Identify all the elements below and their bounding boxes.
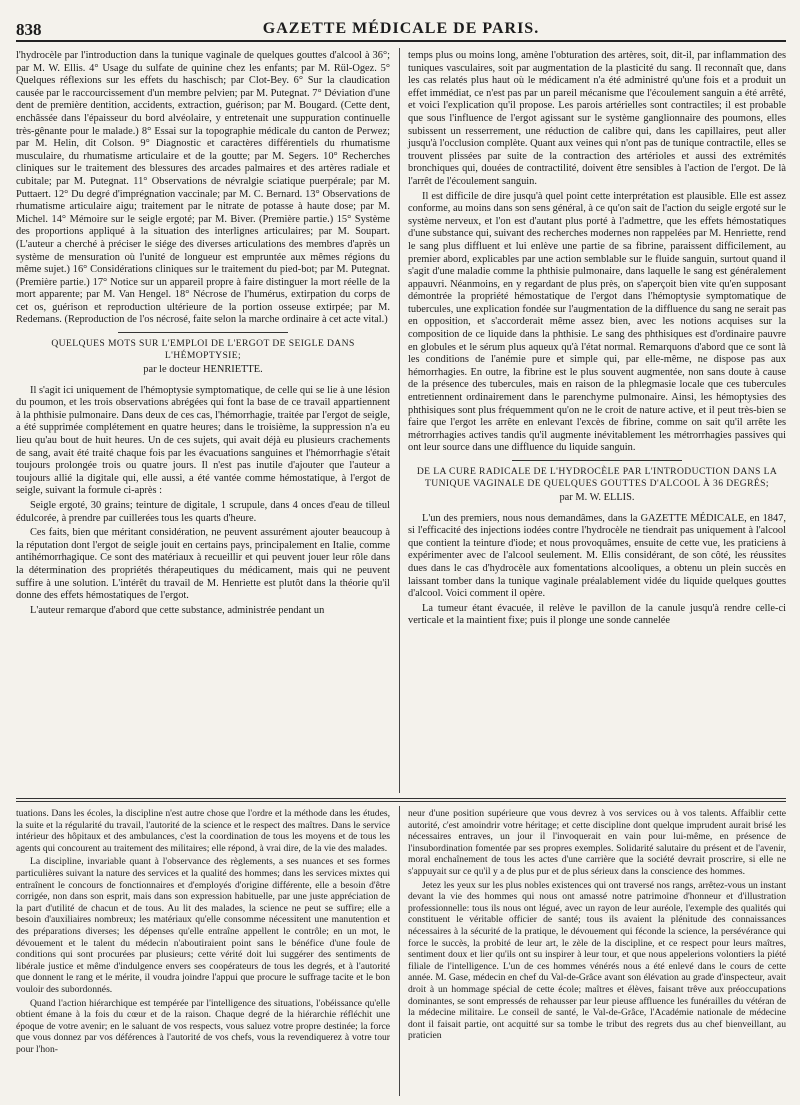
paragraph: Il s'agit ici uniquement de l'hémoptysie symptomatique, de celle qui se lie à une lésion du poumon, et les trois observations abrégées qui font la base de ce travail appartiennent à la phthisie pulmonaire. Dans deux de ces cas, l'hémorrhagie, traitée par l'ergot de seigle, a été supprimée complétement en quatre heures; dans le troisième, la suppression n'a eu lieu qu'au bout de huit heures. Un de ces sujets, qui avait déjà eu plusieurs crachements de sang, avait été traité chaque fois par les évacuations sanguines et l'hémorrhagie s'était toujours prolongée trois ou quatre jours. Il n'est pas inutile d'ajouter que l'auteur a toujours allié la digitale qui, elle aussi, a été vantée comme hémostatique, à l'ergot de seigle, suivant la formule ci-après : xyxy=(16,384,390,497)
paragraph: Seigle ergoté, 30 grains; teinture de digitale, 1 scrupule, dans 4 onces d'eau de tilleul édulcorée, à prendre par cuillerées tous les quarts d'heure. xyxy=(16,500,390,524)
paragraph: Ces faits, bien que méritant considération, ne peuvent assurément ajouter beaucoup à la réputation dont l'ergot de seigle jouit en certains pays, principalement en Italie, comme antihémorrhagique. Ce sont des matériaux à recueillir et qui peuvent jouer leur rôle dans la détermination des propriétés thérapeutiques du médicament, mais qui ne peuvent suffire à une solution. L'intérêt du travail de M. Henriette est plutôt dans la théorie qu'il donne des effets hémostatiques de l'ergot. xyxy=(16,527,390,602)
paragraph: L'un des premiers, nous nous demandâmes, dans la GAZETTE MÉDICALE, en 1847, si l'efficacité des injections iodées contre l'hydrocèle ne tiendrait pas uniquement à l'alcool que contient la teinture d'iode; et nous provoquâmes, ensuite de cette vue, les praticiens à expérimenter avec de l'alcool seulement. M. Ellis considérant, de son côté, les réussites dues dans le cas d'hydrocèle aux fomentations alcooliques, a obtenu un plein succès en laissant tomber dans la tunique vaginale préalablement vidée du liquide quelques gouttes d'alcool. Voici comment il opère. xyxy=(408,512,786,600)
paragraph: Il est difficile de dire jusqu'à quel point cette interprétation est plausible. Elle est assez conforme, au moins dans son sens général, à ce qu'on sait de l'action du seigle ergoté sur le système nerveux, et l'on est d'autant plus porté à l'admettre, que les effets hémostatiques d'une substance qui, suivant des recherches modernes non rappelées par M. Henriette, rend le sang plus diffluent et lui enlève une partie de sa fibrine, paraissent difficilement, au premier abord, explicables par une action semblable sur le fluide sanguin, surtout quand il s'agit d'une maladie comme la phthisie pulmonaire, dans laquelle le sang est généralement appauvri. Néanmoins, en y regardant de plus près, on s'aperçoit bien vite qu'en supposant démontrée la propriété hémostatique de l'ergot dans l'hémoptysie symptomatique de tubercules, une explication fondée sur l'augmentation de la diffluence du sang ne serait pas en opposition, et s'accorderait même assez bien, avec les notions acquises sur la composition de ce liquide dans la phthisie. Le sang des phthisiques est d'ordinaire pauvre en globules et le sérum plus aqueux qu'à l'état normal. Remarquons d'abord que ce sont là les conditions de l'anémie pure et simple qui, par elle-même, ne dispose pas aux hémorrhagies. En outre, la fibrine est le plus souvent augmentée, non sans doute à cause de la présence des tubercules, mais en raison de la phlegmasie locale que ces tubercules entretiennent ordinairement dans le parenchyme pulmonaire. Ainsi, les hémoptysies des phthisiques sont plus fréquemment qu'on ne le croit de nature active, et il peut très-bien se faire que l'ergot les arrête en enlevant l'excès de fibrine, comme on sait qu'il arrête les métrorrhagies actives tandis qu'il augmente inévitablement les métrorrhagies passives qui ont leur source dans une diffluence du liquide sanguin. xyxy=(408,190,786,454)
column-rule xyxy=(399,48,400,793)
paragraph: neur d'une position supérieure que vous devrez à vos services ou à vos talents. Affaiblir cette autorité, c'est amoindrir votre héritage; et cette discipline dont quelque imprudent aurait brisé les nécessaires entraves, un jour il l'invoquerait en vain pour lui-même, en présence de l'insubordination fomentée par ses propres exemples. Solidarité salutaire du présent et de l'avenir, moral enchaînement de tous les actes d'une carrière que la société devrait proscrire, si elle ne s'appuyait sur ce qu'il y a de plus pur et de plus sérieux dans la conscience des hommes. xyxy=(408,808,786,877)
journal-title: GAZETTE MÉDICALE DE PARIS. xyxy=(262,20,540,37)
publication-list: l'hydrocèle par l'introduction dans la tunique vaginale de quelques gouttes d'alcool à 36°; par M. W. Ellis. 4° Usage du sulfate de quinine chez les enfants; par M. Rül-Ogez. 5° Quelques réflexions sur les effets du haschisch; par Clot-Bey. 6° Sur la claudication causée par le raccourcissement d'un membre pelvien; par M. Putegnat. 7° Déviation d'une dent de première dentition, accidents, extraction, guérison; par M. Bougard. (Cette dent, enchâssée dans l'épaisseur du bord alvéolaire, y entretenait une suppuration continuelle très-gênante pour le malade.) 8° Essai sur la topographie médicale du canton de Perwez; par M. Helin, dit Colson. 9° Diagnostic et caractères différentiels du rhumatisme musculaire, du rhumatisme articulaire et de la goutte; par M. Segers. 10° Recherches cliniques sur le traitement des blessures des arcades palmaires et des artères radiale et cubitale; par M. Putegnat. 11° Observations de névralgie sciatique puerpérale; par M. Puttaert. 12° Du degré d'imprégnation vaccinale; par M. C. Bernard. 13° Observations de rhumatisme articulaire aigu; traitement par le nitrate de potasse à haute dose; par M. Michel. 14° Mémoire sur le seigle ergoté; par M. Biver. (Première partie.) 15° Système des proportions appliqué à la situation des interlignes articulaires; par M. Soupart. (L'auteur a cherché à préciser le siége des diverses articulations des membres d'après un système de mensuration où l'unité de longueur est empruntée aux mêmes régions du même sujet.) 16° Considérations cliniques sur le traitement du pied-bot; par M. Putegnat. (Première partie.) 17° Notice sur un appareil propre à faire distinguer la mort réelle de la mort apparente; par M. Van Hengel. 18° Nécrose de l'humérus, extirpation du corps de cet os, guérison et reproduction ultérieure de la portion osseuse extirpée; par M. Redemans. (Reproduction de l'os nécrosé, faite selon la marche ordinaire à cet acte vital.) xyxy=(16,50,390,326)
paragraph: tuations. Dans les écoles, la discipline n'est autre chose que l'ordre et la méthode dans les études, la suite et la régularité du travail, l'autorité de la science et le respect des maîtres. Dans le service intérieur des hôpitaux et des ambulances, c'est la coordination de tous les moyens et de tous les agents qui concourent au traitement des militaires; elle répond, à vrai dire, de la vie des malades. xyxy=(16,808,390,854)
horizontal-rule xyxy=(16,798,786,799)
column-rule xyxy=(399,806,400,1096)
article-byline-hydrocele: par M. W. ELLIS. xyxy=(559,492,635,503)
newspaper-page xyxy=(16,18,786,1098)
top-right-column xyxy=(408,50,786,630)
bottom-left-column xyxy=(16,808,390,1057)
article-byline-ergot: par le docteur HENRIETTE. xyxy=(143,364,263,376)
section-divider xyxy=(118,332,288,333)
paragraph: La discipline, invariable quant à l'observance des règlements, a ses nuances et ses formes particulières suivant la nature des services et la qualité des hommes; dans les services mixtes qui entraînent le concours de fonctionnaires et d'employés d'origine différente, elle a besoin d'être corrigée, non dans son esprit, mais dans son expression habituelle, par une juste appréciation de la part d'utilité de chacun et de tous. Au lit des malades, la science ne peut se suffire; elle a besoin d'auxiliaires nombreux; les matériaux qu'elle consomme nécessitent une manutention et des préparations diverses; les dépenses qu'elle entraîne appellent le contrôle; en un mot, le dévouement et le talent du médecin n'aboutiraient point sans le bénéfice d'une foule de conditions qui sont procurées par plusieurs; cette vérité doit lui suggérer des sentiments de libérale justice et même d'indulgence envers ses coopérateurs de tous les degrés, et à l'autorité que donnent le rang et le mérite, il voudra joindre l'appui que procure le suffrage tacite et le bon vouloir des subordonnés. xyxy=(16,856,390,995)
article-title-ergot: QUELQUES MOTS SUR L'EMPLOI DE L'ERGOT DE SEIGLE DANS L'HÉMOPTYSIE; xyxy=(51,338,355,362)
page-header xyxy=(16,18,786,42)
section-divider xyxy=(512,460,682,461)
paragraph: L'auteur remarque d'abord que cette substance, administrée pendant un xyxy=(30,604,325,616)
paragraph: temps plus ou moins long, amène l'obturation des artères, soit, dit-il, par inflammation des tuniques vasculaires, soit par augmentation de la plasticité du sang. Il reconnaît que, dans les cas relatés plus haut où le médicament n'a été administré qu'une fois et a produit un effet immédiat, ce n'est pas par un pareil mécanisme que l'écoulement sanguin a été arrêté, et voici l'explication qu'il propose. Les parois artérielles sont contractiles; il est probable que sous l'influence de l'ergot agissant sur le système ganglionnaire des poumons, elles subissent un resserrement, une réduction de calibre qui, dans les capillaires, peut aller jusqu'à l'occlusion complète. Quant aux veines qui n'ont pas de tunique contractile, elles se trouvent plissées par suite de la contraction des artérioles et aussi des extrémités bronchiques qui, douées de contractilité, doivent être sensibles à l'action de l'ergot. De là l'arrêt de l'écoulement sanguin. xyxy=(408,50,786,187)
paragraph: La tumeur étant évacuée, il relève le pavillon de la canule jusqu'à rendre celle-ci verticale et la maintient fixe; puis il plonge une sonde cannelée xyxy=(408,602,786,627)
paragraph: Quand l'action hiérarchique est tempérée par l'intelligence des situations, l'obéissance qu'elle obtient émane à la fois du cœur et de la raison. Chaque degré de la hiérarchie réfléchit une époque de votre avenir; en le saluant de vos respects, vous saluez votre propre destinée; la force que vous donnez par vos déférences à l'autorité de vos chefs, vous la revendiquerez à votre tour pour l'hon- xyxy=(16,997,390,1055)
article-title-hydrocele: DE LA CURE RADICALE DE L'HYDROCÈLE PAR L'INTRODUCTION DANS LA TUNIQUE VAGINALE DE QUELQUES GOUTTES D'ALCOOL À 36 DEGRÉS; xyxy=(416,466,778,489)
horizontal-rule xyxy=(16,801,786,802)
page-number: 838 xyxy=(16,20,42,39)
paragraph: Jetez les yeux sur les plus nobles existences qui ont traversé nos rangs, arrêtez-vous un instant devant la vie des hommes qui nous ont amassé notre patrimoine d'honneur et d'illustration professionnelle: tous ils nous ont légué, avec un rayon de leur auréole, l'exemple des qualités qui constituent le véritable officier de santé; tous ils avaient la plénitude des connaissances nécessaires à la sécurité de la pratique, le dévouement qui féconde la science, la persévérance qui force le succès, la probité de leur art, le zèle de la discipline, et ce respect pour leurs maîtres, sentiment doux et lier qu'ils ont su inspirer à leur tour, et que nous appelerions volontiers la piété filiale de l'intelligence. L'un de ces hommes vénérés nous a été enlevé dans le cours de cette année. M. Gase, médecin en chef du Val-de-Grâce avant son élévation au grade d'inspecteur, avait droit à un hommage spécial de cette école; maîtres et élèves, faisant trêve aux préoccupations dominantes, se sont empressés de rehausser par leur pieuse affluence les funérailles du vétéran de la médecine militaire. Le conseil de santé, le Val-de-Grâce, l'Académie nationale de médecine dont il faisait partie, ont acquitté sur sa tombe le tribut des regrets dus au chef bienveillant, au praticien xyxy=(408,879,786,1042)
bottom-right-column xyxy=(408,808,786,1044)
top-left-column xyxy=(16,50,390,619)
